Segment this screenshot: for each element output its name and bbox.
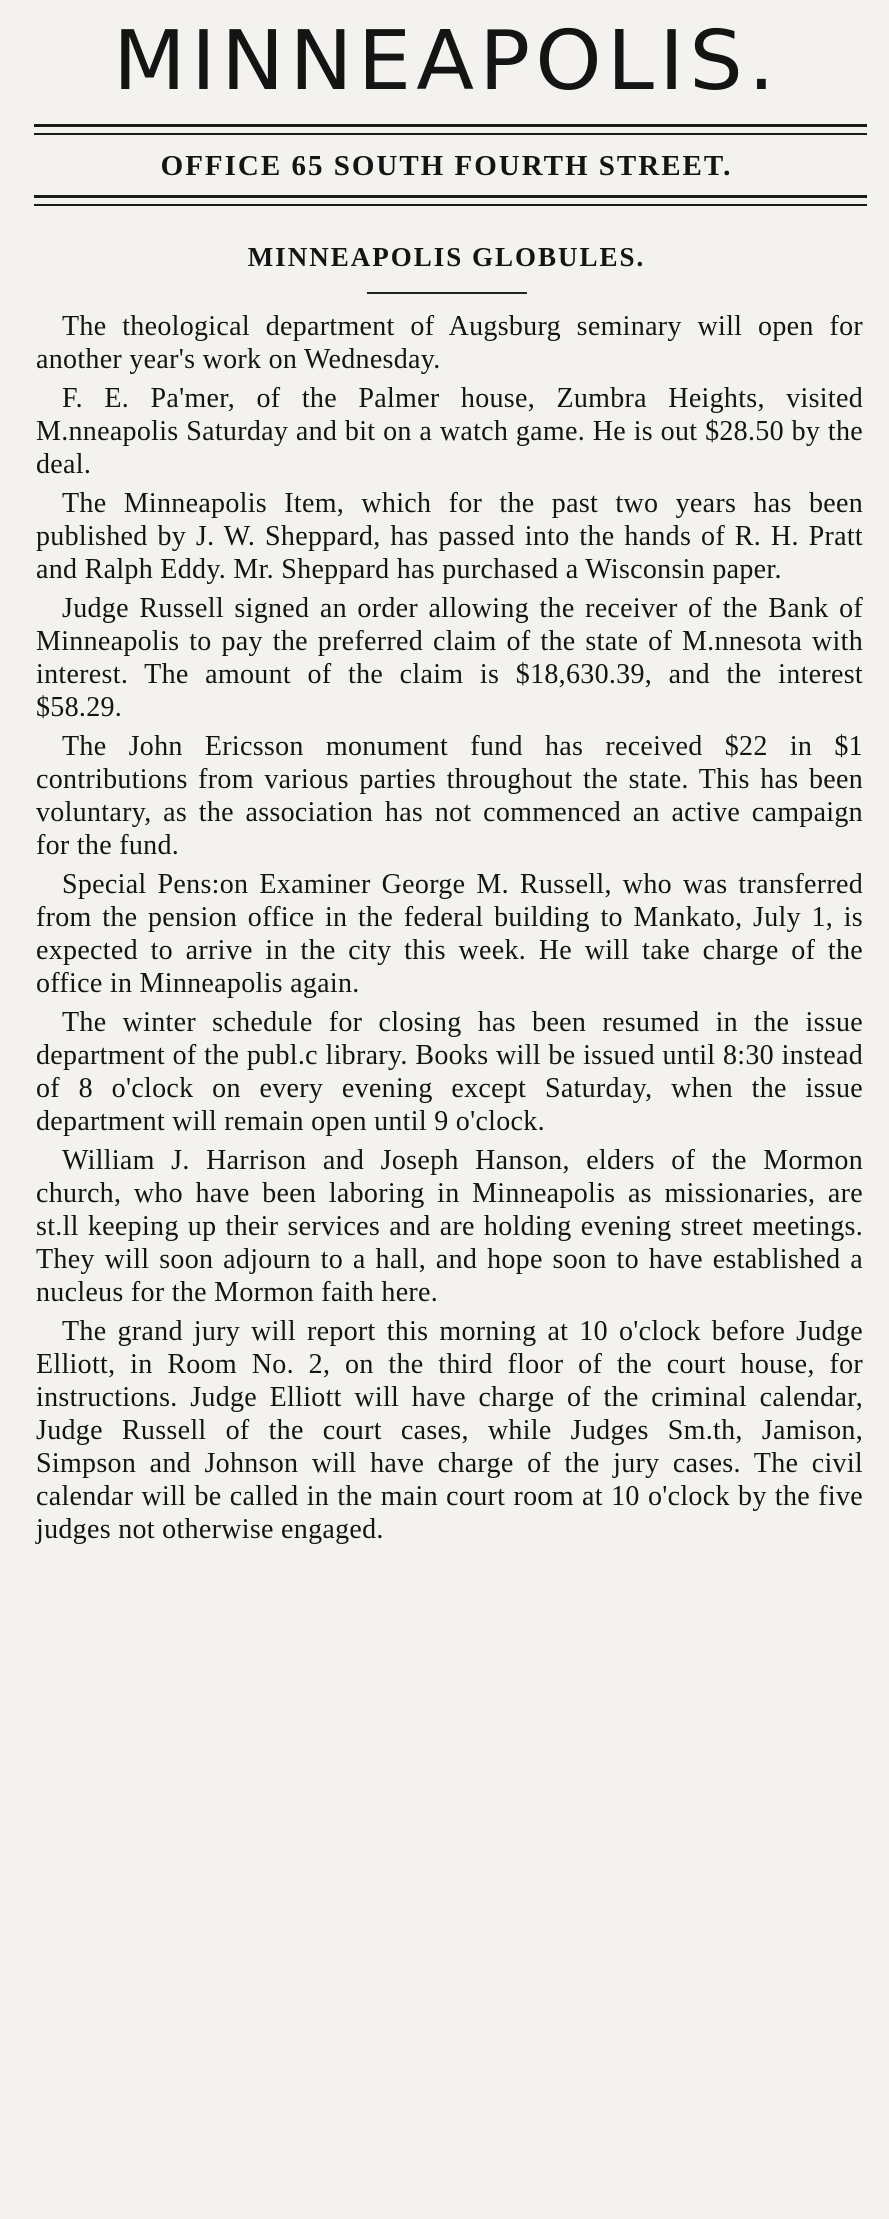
section-title: MINNEAPOLIS GLOBULES. (247, 242, 646, 272)
article-paragraph: William J. Harrison and Joseph Hanson, elders of the Mormon church, who have been laboring in Minneapolis as missionaries, are st.ll keeping up their services and are holding evening street meetings. They will soon adjourn to a hall, and hope soon to have established a nucleus for the Mormon faith here. (36, 1145, 863, 1308)
article-paragraph: The winter schedule for closing has been resumed in the issue department of the publ.c library. Books will be issued until 8:30 instead of 8 o'clock on every evening except Saturday, when the issue department will remain open until 9 o'clock. (36, 1007, 863, 1137)
article-paragraph: Judge Russell signed an order allowing the receiver of the Bank of Minneapolis to pay the preferred claim of the state of M.nnesota with interest. The amount of the claim is $18,630.39, and the interest $58.29. (36, 593, 863, 723)
masthead-title: MINNEAPOLIS. (113, 14, 780, 109)
article-paragraph: The John Ericsson monument fund has received $22 in $1 contributions from various parties throughout the state. This has been voluntary, as the association has not commenced an active campaign for the fund. (36, 731, 863, 861)
masthead-rule-second (34, 133, 867, 135)
masthead-rule-top (34, 124, 867, 127)
article-paragraph: The theological department of Augsburg seminary will open for another year's work on Wednesday. (36, 311, 863, 375)
article-paragraph: The grand jury will report this morning at 10 o'clock before Judge Elliott, in Room No. 2, on the third floor of the court house, for instructions. Judge Elliott will have charge of the criminal calendar, Judge Russell of the court cases, while Judges Sm.th, Jamison, Simpson and Johnson will have charge of the jury cases. The civil calendar will be called in the main court room at 10 o'clock by the five judges not otherwise engaged. (36, 1316, 863, 1545)
article-paragraph: The Minneapolis Item, which for the past two years has been published by J. W. Sheppard, has passed into the hands of R. H. Pratt and Ralph Eddy. Mr. Sheppard has purchased a Wisconsin paper. (36, 488, 863, 585)
article-paragraph: F. E. Pa'mer, of the Palmer house, Zumbra Heights, visited M.nneapolis Saturday and bit on a watch game. He is out $28.50 by the deal. (36, 383, 863, 480)
section-divider (367, 292, 527, 294)
office-address: OFFICE 65 SOUTH FOURTH STREET. (160, 150, 733, 182)
office-rule-top (34, 195, 867, 198)
article-list (18, 310, 875, 1546)
office-rule-bottom (34, 204, 867, 206)
article-paragraph: Special Pens:on Examiner George M. Russell, who was transferred from the pension office in the federal building to Mankato, July 1, is expected to arrive in the city this week. He will take charge of the office in Minneapolis again. (36, 869, 863, 999)
